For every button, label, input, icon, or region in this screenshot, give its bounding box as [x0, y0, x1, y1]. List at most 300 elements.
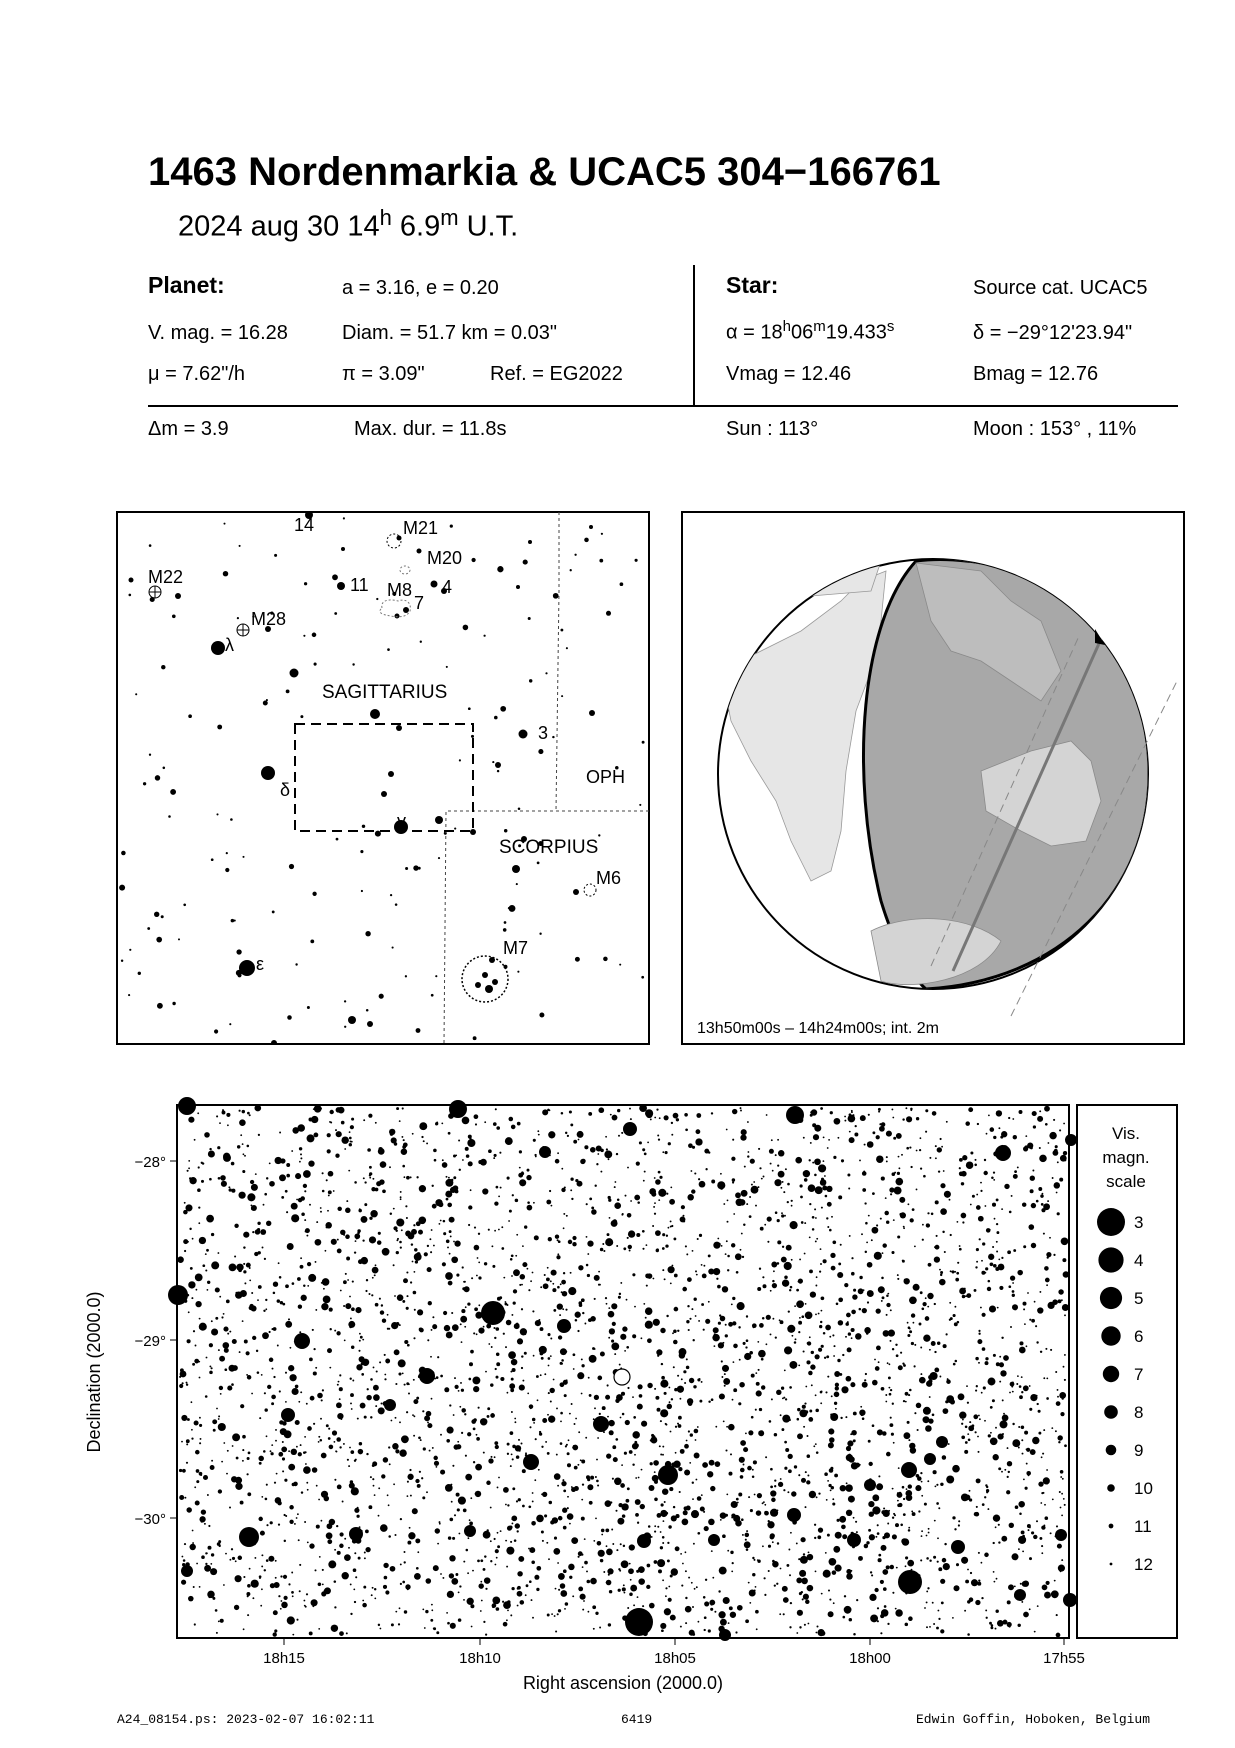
field-star — [223, 1313, 225, 1315]
finder-star — [545, 672, 547, 674]
field-star — [537, 1399, 539, 1401]
field-star — [373, 1385, 379, 1391]
field-star — [1013, 1135, 1017, 1139]
field-star — [679, 1491, 681, 1493]
field-star — [195, 1274, 203, 1282]
field-star — [724, 1373, 726, 1375]
field-star — [611, 1343, 619, 1351]
field-star — [892, 1534, 897, 1539]
field-star — [270, 1521, 273, 1524]
field-star — [1049, 1237, 1051, 1239]
planet-label: Planet: — [148, 272, 225, 298]
field-star — [895, 1523, 899, 1527]
field-star — [719, 1567, 727, 1575]
field-star — [959, 1288, 966, 1295]
field-star — [710, 1608, 713, 1611]
field-star — [394, 1295, 396, 1297]
field-star — [266, 1559, 269, 1562]
field-star — [641, 1421, 647, 1427]
field-star — [915, 1485, 921, 1491]
finder-star — [300, 715, 303, 718]
field-star — [894, 1172, 896, 1174]
field-star — [462, 1159, 464, 1161]
field-star — [1050, 1532, 1052, 1534]
field-star — [316, 1525, 320, 1529]
field-star — [511, 1314, 513, 1316]
finder-star — [431, 581, 438, 588]
field-star — [616, 1245, 618, 1247]
field-star — [296, 1199, 298, 1201]
field-star — [823, 1160, 825, 1162]
field-star — [526, 1175, 531, 1180]
field-star — [926, 1590, 928, 1592]
field-star — [968, 1425, 974, 1431]
field-star — [421, 1477, 423, 1479]
field-star — [1008, 1584, 1014, 1590]
field-star — [548, 1131, 555, 1138]
field-star — [961, 1182, 964, 1185]
y-tick-label: −30° — [134, 1511, 166, 1528]
field-star — [733, 1344, 738, 1349]
field-star — [634, 1454, 636, 1456]
field-star — [835, 1408, 837, 1410]
field-star — [895, 1608, 897, 1610]
field-star — [356, 1515, 359, 1518]
field-star — [902, 1486, 905, 1489]
field-star — [319, 1556, 321, 1558]
finder-star — [463, 625, 469, 631]
field-star — [327, 1348, 332, 1353]
field-star — [774, 1433, 777, 1436]
field-star — [456, 1493, 460, 1497]
field-star — [1030, 1176, 1035, 1181]
field-star — [190, 1267, 193, 1270]
field-star — [557, 1152, 559, 1154]
field-star — [962, 1295, 966, 1299]
field-star — [849, 1137, 855, 1143]
field-star — [1023, 1385, 1029, 1391]
field-star — [494, 1201, 498, 1205]
field-star — [890, 1565, 894, 1569]
field-star — [540, 1327, 544, 1331]
finder-star — [523, 560, 528, 565]
field-star — [783, 1489, 785, 1491]
field-star — [966, 1385, 968, 1387]
field-star — [227, 1124, 229, 1126]
field-star — [372, 1478, 374, 1480]
field-star — [511, 1518, 513, 1520]
field-star — [754, 1559, 756, 1561]
field-star — [808, 1184, 816, 1192]
field-star — [964, 1450, 968, 1454]
field-star — [484, 1555, 486, 1557]
field-star — [307, 1542, 309, 1544]
field-star — [199, 1472, 203, 1476]
field-star — [998, 1524, 1000, 1526]
field-star — [888, 1330, 895, 1337]
field-star — [264, 1408, 267, 1411]
field-star — [507, 1304, 509, 1306]
field-star — [683, 1215, 685, 1217]
field-star — [1030, 1449, 1036, 1455]
field-star — [494, 1538, 496, 1540]
finder-star — [598, 834, 600, 836]
field-star — [513, 1289, 517, 1293]
field-star — [311, 1599, 318, 1606]
field-star — [944, 1191, 951, 1198]
field-star — [315, 1261, 317, 1263]
field-star — [686, 1440, 688, 1442]
finder-star — [170, 789, 176, 795]
field-star — [534, 1479, 536, 1481]
field-star — [443, 1220, 446, 1223]
field-star — [708, 1301, 710, 1303]
field-star — [812, 1216, 815, 1219]
field-star — [280, 1575, 282, 1577]
field-star — [548, 1237, 552, 1241]
field-star — [184, 1497, 186, 1499]
finder-star — [226, 852, 228, 854]
field-star — [334, 1549, 336, 1551]
field-star — [309, 1204, 311, 1206]
field-star — [789, 1289, 791, 1291]
field-star — [787, 1325, 795, 1333]
field-star — [461, 1432, 463, 1434]
field-star — [905, 1623, 909, 1627]
field-star — [507, 1453, 509, 1455]
finder-star — [348, 1016, 356, 1024]
field-star — [1058, 1565, 1065, 1572]
field-star — [984, 1420, 986, 1422]
field-star — [959, 1171, 964, 1176]
field-star — [994, 1581, 996, 1583]
field-star — [872, 1227, 879, 1234]
field-star — [799, 1317, 801, 1319]
field-star — [427, 1339, 429, 1341]
field-star — [789, 1626, 791, 1628]
field-star — [400, 1563, 402, 1565]
field-star — [675, 1546, 680, 1551]
field-star — [519, 1150, 522, 1153]
field-star — [921, 1535, 923, 1537]
field-star — [981, 1271, 985, 1275]
field-star — [387, 1314, 389, 1316]
field-star — [267, 1385, 271, 1389]
field-star — [845, 1336, 847, 1338]
field-star — [568, 1287, 576, 1295]
field-star — [1029, 1319, 1031, 1321]
field-star — [294, 1523, 296, 1525]
field-star — [641, 1469, 643, 1471]
field-star — [630, 1200, 632, 1202]
field-star — [1023, 1612, 1029, 1618]
field-star — [318, 1583, 322, 1587]
field-star — [555, 1630, 557, 1632]
field-star — [691, 1510, 699, 1518]
field-star — [647, 1338, 652, 1343]
field-star — [376, 1370, 378, 1372]
finder-star — [388, 771, 394, 777]
field-star — [914, 1365, 916, 1367]
field-star — [486, 1481, 490, 1485]
field-star — [336, 1437, 341, 1442]
field-star — [959, 1167, 961, 1169]
field-star — [372, 1461, 377, 1466]
field-star — [355, 1307, 361, 1313]
field-star — [184, 1250, 186, 1252]
field-star — [753, 1326, 755, 1328]
field-star — [1015, 1505, 1019, 1509]
field-star — [181, 1441, 183, 1443]
field-star — [266, 1221, 271, 1226]
field-star — [198, 1277, 200, 1279]
field-star — [862, 1188, 866, 1192]
field-star — [647, 1114, 649, 1116]
bright-star — [593, 1416, 609, 1432]
finder-star — [539, 1013, 544, 1018]
field-star — [830, 1253, 835, 1258]
field-star — [890, 1309, 892, 1311]
field-star — [500, 1377, 504, 1381]
field-star — [807, 1475, 809, 1477]
field-star — [745, 1539, 747, 1541]
field-star — [502, 1601, 504, 1603]
label-m6: M6 — [596, 868, 622, 888]
field-star — [764, 1511, 769, 1516]
field-star — [695, 1138, 702, 1145]
field-star — [210, 1568, 217, 1575]
label-epsilon: ε — [256, 954, 265, 974]
field-star — [810, 1111, 813, 1114]
field-star — [751, 1184, 753, 1186]
field-star — [764, 1577, 766, 1579]
field-star — [667, 1404, 672, 1409]
field-star — [284, 1596, 288, 1600]
field-star — [650, 1437, 657, 1444]
field-star — [416, 1397, 419, 1400]
field-star — [1007, 1250, 1011, 1254]
field-star — [207, 1494, 209, 1496]
field-star — [927, 1480, 929, 1482]
field-star — [643, 1303, 645, 1305]
field-star — [419, 1471, 421, 1473]
field-star — [371, 1594, 373, 1596]
finder-star — [156, 937, 162, 943]
field-star — [409, 1469, 411, 1471]
field-star — [357, 1507, 359, 1509]
field-star — [199, 1323, 207, 1331]
field-star — [797, 1408, 800, 1411]
field-star — [841, 1386, 848, 1393]
finder-star — [168, 815, 171, 818]
finder-star — [619, 964, 621, 966]
field-star — [224, 1368, 227, 1371]
field-star — [605, 1297, 607, 1299]
field-star — [309, 1543, 314, 1548]
field-star — [993, 1454, 999, 1460]
field-star — [866, 1242, 868, 1244]
field-star — [596, 1480, 599, 1483]
finder-star — [503, 928, 507, 932]
finder-star — [352, 663, 354, 665]
field-star — [633, 1604, 635, 1606]
field-star — [689, 1378, 694, 1383]
field-star — [445, 1191, 452, 1198]
field-star — [841, 1525, 846, 1530]
field-star — [875, 1366, 880, 1371]
field-star — [240, 1501, 244, 1505]
field-star — [612, 1115, 618, 1121]
field-star — [417, 1309, 423, 1315]
field-star — [629, 1593, 633, 1597]
field-star — [1018, 1536, 1026, 1544]
field-star — [667, 1542, 669, 1544]
field-star — [322, 1569, 324, 1571]
field-star — [349, 1447, 351, 1449]
field-star — [862, 1308, 867, 1313]
field-star — [670, 1186, 672, 1188]
field-star — [703, 1265, 705, 1267]
field-star — [279, 1132, 281, 1134]
field-star — [651, 1434, 654, 1437]
field-star — [838, 1195, 842, 1199]
delta-magnitude: Δm = 3.9 — [148, 418, 229, 440]
finder-star — [234, 920, 236, 922]
field-star — [291, 1203, 298, 1210]
field-star — [1055, 1430, 1057, 1432]
field-star — [273, 1632, 277, 1636]
field-star — [727, 1550, 729, 1552]
field-star — [916, 1117, 919, 1120]
field-star — [652, 1225, 654, 1227]
field-star — [197, 1188, 201, 1192]
field-star — [978, 1552, 980, 1554]
field-star — [348, 1170, 350, 1172]
field-star — [577, 1131, 584, 1138]
field-star — [452, 1324, 459, 1331]
table-divider-vertical — [693, 265, 695, 405]
field-star — [871, 1239, 873, 1241]
field-star — [370, 1378, 373, 1381]
field-star — [384, 1576, 388, 1580]
field-star — [509, 1210, 512, 1213]
field-star — [965, 1495, 971, 1501]
field-star — [617, 1518, 624, 1525]
field-star — [669, 1401, 671, 1403]
planet-reference: Ref. = EG2022 — [490, 363, 623, 385]
bright-star — [898, 1570, 922, 1594]
field-star — [673, 1330, 677, 1334]
x-tick-label: 18h10 — [459, 1650, 501, 1667]
field-star — [869, 1534, 875, 1540]
field-star — [816, 1496, 818, 1498]
field-star — [500, 1187, 502, 1189]
field-star — [529, 1580, 532, 1583]
x-tick-label: 17h55 — [1043, 1650, 1085, 1667]
field-star — [812, 1228, 815, 1231]
field-star — [800, 1556, 808, 1564]
field-star — [383, 1585, 387, 1589]
field-star — [654, 1471, 656, 1473]
field-star — [679, 1348, 687, 1356]
finder-star — [129, 578, 134, 583]
field-star — [503, 1333, 505, 1335]
bright-star — [349, 1527, 363, 1541]
field-star — [521, 1367, 523, 1369]
field-star — [626, 1299, 628, 1301]
field-star — [723, 1203, 725, 1205]
field-star — [210, 1465, 215, 1470]
finder-star — [538, 749, 543, 754]
field-star — [884, 1211, 888, 1215]
field-star — [801, 1591, 803, 1593]
field-star — [358, 1209, 361, 1212]
finder-star — [344, 1000, 346, 1002]
label-m22: M22 — [148, 567, 184, 587]
field-star — [913, 1284, 920, 1291]
field-star — [461, 1309, 465, 1313]
time-suffix: U.T. — [458, 210, 519, 243]
finder-star — [303, 635, 305, 637]
field-star — [350, 1393, 354, 1397]
field-star — [815, 1632, 817, 1634]
field-star — [855, 1125, 857, 1127]
field-star — [404, 1384, 406, 1386]
field-star — [611, 1220, 618, 1227]
field-star — [247, 1614, 249, 1616]
field-star — [282, 1303, 285, 1306]
field-star — [581, 1499, 583, 1501]
field-star — [265, 1299, 267, 1301]
field-star — [309, 1358, 313, 1362]
field-star — [300, 1196, 305, 1201]
field-star — [699, 1181, 706, 1188]
field-star — [336, 1402, 342, 1408]
field-star — [815, 1186, 823, 1194]
finder-star — [528, 540, 532, 544]
field-star — [719, 1393, 725, 1399]
field-star — [642, 1230, 645, 1233]
field-star — [1036, 1520, 1038, 1522]
field-star — [803, 1137, 805, 1139]
field-star — [304, 1521, 306, 1523]
field-star — [455, 1385, 459, 1389]
field-star — [431, 1609, 433, 1611]
field-star — [518, 1556, 524, 1562]
field-star — [382, 1318, 386, 1322]
field-star — [195, 1450, 200, 1455]
field-star — [846, 1454, 853, 1461]
field-star — [644, 1153, 647, 1156]
field-star — [403, 1176, 405, 1178]
field-star — [369, 1166, 372, 1169]
field-star — [872, 1506, 880, 1514]
field-star — [745, 1619, 749, 1623]
field-star — [1064, 1504, 1066, 1506]
field-star — [588, 1112, 592, 1116]
field-star — [560, 1583, 566, 1589]
finder-star — [178, 938, 180, 940]
field-star — [801, 1221, 804, 1224]
field-star — [840, 1417, 842, 1419]
field-star — [654, 1480, 658, 1484]
bright-star — [625, 1608, 653, 1636]
field-star — [804, 1253, 806, 1255]
field-star — [193, 1586, 195, 1588]
field-star — [240, 1134, 242, 1136]
field-star — [402, 1581, 405, 1584]
field-star — [392, 1443, 398, 1449]
